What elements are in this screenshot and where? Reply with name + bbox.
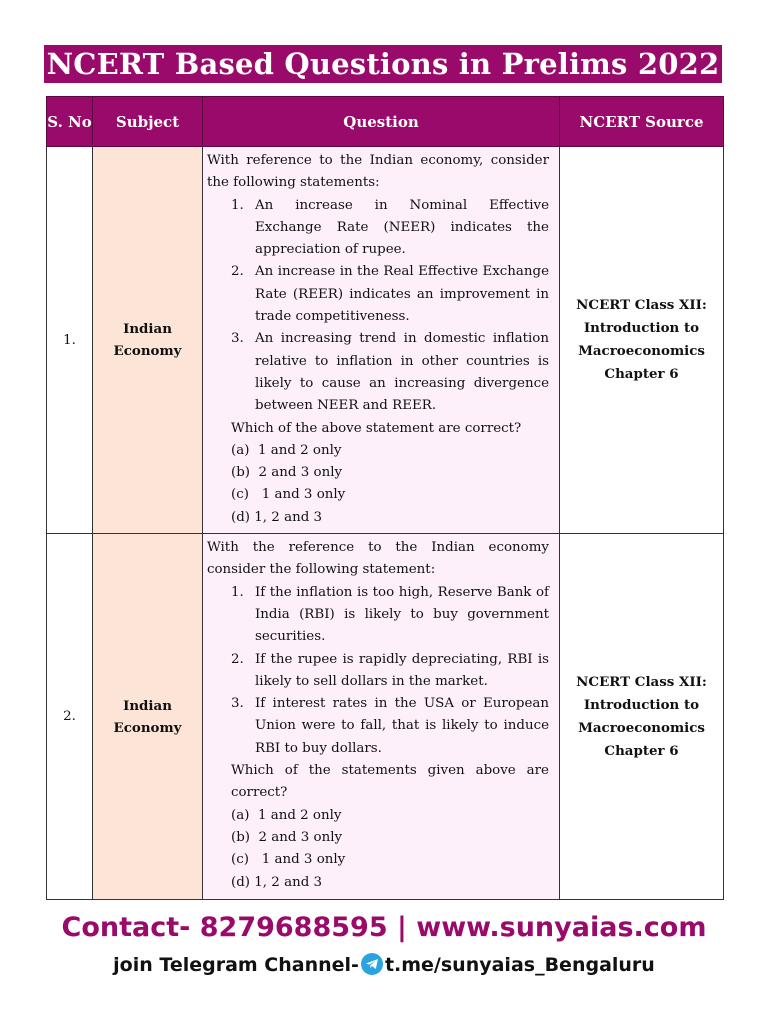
question-intro: With the reference to the Indian economy consider the following statement: bbox=[207, 540, 549, 578]
answer-option: (c) 1 and 3 only bbox=[231, 487, 346, 503]
subject-line: Indian bbox=[123, 697, 172, 714]
answer-option: (b) 2 and 3 only bbox=[231, 465, 343, 481]
question-prompt: Which of the statements given above are correct? bbox=[231, 763, 549, 801]
question-cell bbox=[203, 534, 560, 900]
telegram-line bbox=[0, 953, 768, 976]
source-line: Chapter 6 bbox=[604, 366, 679, 383]
answer-option: (d) 1, 2 and 3 bbox=[231, 874, 323, 890]
statement-text: If the rupee is rapidly depreciating, RBI is likely to sell dollars in the market. bbox=[255, 651, 549, 689]
statement-item bbox=[231, 582, 549, 649]
source-line: Macroeconomics bbox=[578, 719, 705, 736]
source-line: Introduction to bbox=[583, 320, 700, 337]
subject-line: Economy bbox=[113, 343, 182, 360]
statement-text: An increase in the Real Effective Exchange Rate (REER) indicates an improvement in trade competitiveness. bbox=[255, 264, 549, 325]
subject-cell bbox=[93, 534, 203, 900]
statement-list bbox=[207, 195, 549, 418]
statement-number: 2. bbox=[231, 264, 244, 280]
question-cell bbox=[203, 147, 560, 534]
source-line: Chapter 6 bbox=[604, 742, 679, 759]
statement-list bbox=[207, 582, 549, 760]
statement-text: If the inflation is too high, Reserve Bank of India (RBI) is likely to buy government securities. bbox=[255, 584, 549, 645]
serial-number: 1. bbox=[47, 147, 93, 534]
source-cell bbox=[560, 147, 724, 534]
page-title: NCERT Based Questions in Prelims 2022 bbox=[44, 45, 722, 83]
header-subject: Subject bbox=[93, 97, 203, 147]
statement-item bbox=[231, 195, 549, 262]
statement-number: 3. bbox=[231, 331, 244, 347]
source-line: NCERT Class XII: bbox=[576, 673, 707, 690]
statement-number: 3. bbox=[231, 696, 244, 712]
statement-item bbox=[231, 261, 549, 328]
table-row bbox=[47, 534, 724, 900]
subject-cell bbox=[93, 147, 203, 534]
table-row bbox=[47, 147, 724, 534]
statement-item bbox=[231, 328, 549, 417]
answer-option: (d) 1, 2 and 3 bbox=[231, 509, 323, 525]
statement-number: 1. bbox=[231, 197, 244, 213]
header-question: Question bbox=[203, 97, 560, 147]
header-sno: S. No bbox=[47, 97, 93, 147]
telegram-icon bbox=[361, 953, 383, 975]
subject-line: Economy bbox=[113, 719, 182, 736]
telegram-link[interactable]: t.me/sunyaias_Bengaluru bbox=[384, 954, 655, 976]
header-source: NCERT Source bbox=[560, 97, 724, 147]
subject-line: Indian bbox=[123, 321, 172, 338]
source-cell bbox=[560, 534, 724, 900]
answer-option: (a) 1 and 2 only bbox=[231, 807, 342, 823]
statement-text: An increasing trend in domestic inflation relative to inflation in other countries is likely to cause an increasing divergence between NEER and REER. bbox=[255, 331, 549, 414]
statement-item bbox=[231, 649, 549, 694]
statement-number: 2. bbox=[231, 651, 244, 667]
statement-item bbox=[231, 693, 549, 760]
source-line: NCERT Class XII: bbox=[576, 297, 707, 314]
source-line: Macroeconomics bbox=[578, 343, 705, 360]
answer-option: (b) 2 and 3 only bbox=[231, 829, 343, 845]
telegram-prefix: join Telegram Channel- bbox=[113, 954, 359, 976]
questions-table bbox=[46, 96, 724, 900]
question-prompt: Which of the above statement are correct? bbox=[231, 420, 522, 436]
answer-option: (c) 1 and 3 only bbox=[231, 852, 346, 868]
question-intro: With reference to the Indian economy, consider the following statements: bbox=[207, 153, 549, 191]
header-row bbox=[47, 97, 724, 147]
statement-text: An increase in Nominal Effective Exchange Rate (NEER) indicates the appreciation of rupee. bbox=[255, 197, 549, 258]
contact-line: Contact- 8279688595 | www.sunyaias.com bbox=[61, 912, 707, 943]
answer-option: (a) 1 and 2 only bbox=[231, 442, 342, 458]
statement-text: If interest rates in the USA or European Union were to fall, that is likely to induce RBI to buy dollars. bbox=[255, 696, 549, 756]
statement-number: 1. bbox=[231, 584, 244, 600]
serial-number: 2. bbox=[47, 534, 93, 900]
source-line: Introduction to bbox=[583, 696, 700, 713]
